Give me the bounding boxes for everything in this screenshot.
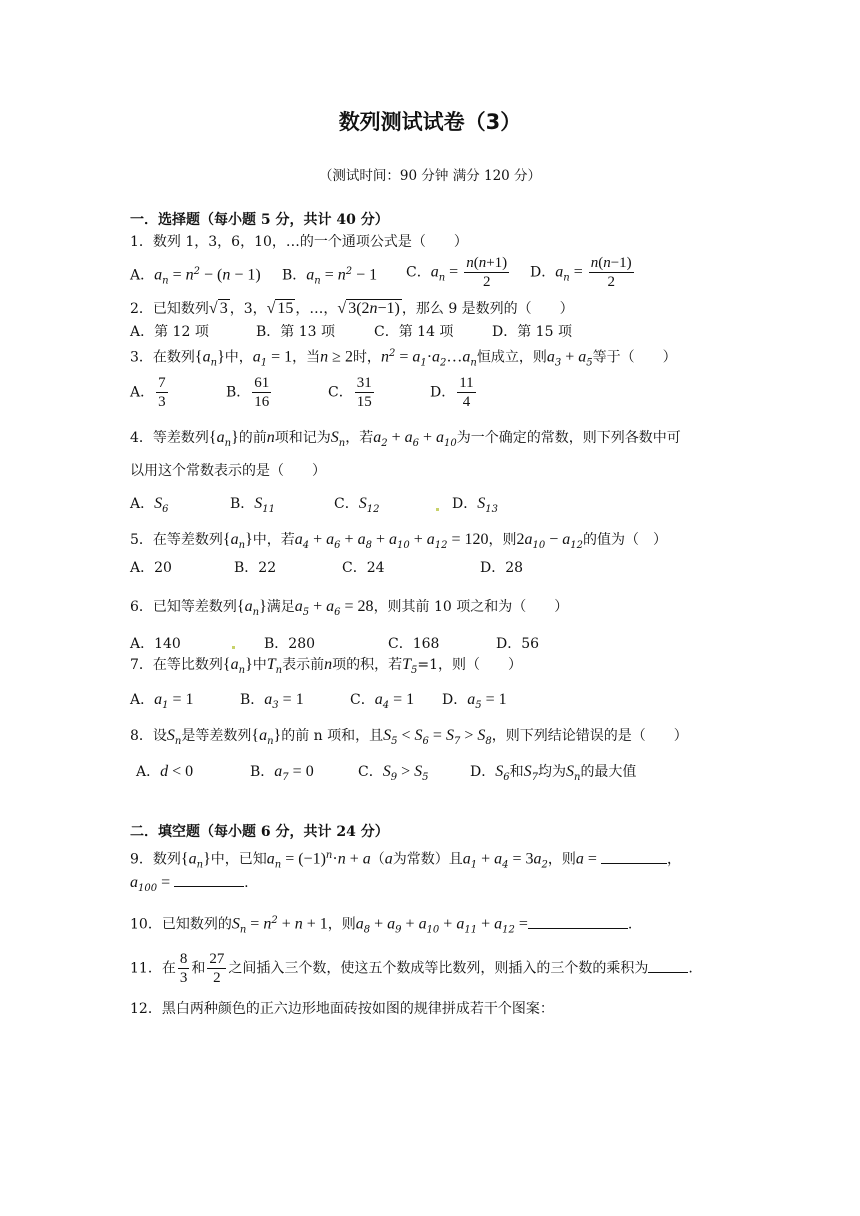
subscript: 6	[162, 503, 169, 515]
question-6-stem: 6．已知等差数列$\{a_n\}$满足$a_5 + a_6 = 28$，则其前 10 项之和为（ ）	[130, 598, 569, 618]
q5-text: 中，若	[252, 532, 295, 548]
q8-text: 8．设	[130, 728, 167, 744]
subscript: 12	[366, 503, 380, 515]
q9-text: ，	[666, 851, 681, 868]
q10-text: 10．已知数列的	[130, 916, 232, 933]
q3-text: 中，	[224, 349, 253, 366]
option-label: B．	[226, 384, 251, 401]
frac-num: 11	[459, 375, 474, 391]
question-7-stem: 7．在等比数列$\{a_n\}$中$T_n$表示前n项的积，若$T_5=1$，则（ ）	[130, 656, 523, 676]
option-label: D．	[530, 264, 556, 281]
option-label: D．	[470, 764, 496, 780]
q4-text: ，若	[345, 430, 374, 446]
answer-blank[interactable]	[648, 958, 688, 973]
q2-text: ，那么 9 是数列的（ ）	[401, 301, 574, 317]
option-d: D．28	[480, 560, 524, 576]
q7-text: 中	[252, 657, 267, 673]
option-label: B．	[240, 692, 265, 708]
frac-den: 4	[462, 394, 471, 410]
q4-text: 4．等差数列	[130, 430, 209, 446]
option-label: A．	[130, 496, 155, 512]
question-10-stem: 10．已知数列的$S_n = n^2 + n + 1$，则$a_8 + a_9 + a_{10} + a_{11} + a_{12}$ = .	[130, 915, 633, 936]
option-c: C．第 14 项	[374, 324, 454, 340]
frac-num: 7	[158, 375, 166, 391]
q3-text: 时，	[352, 349, 381, 366]
frac-num: 61	[254, 375, 270, 391]
option-label: C．	[358, 764, 383, 780]
option-d: D．第 15 项	[492, 324, 572, 340]
q9-text: 为常数）且	[392, 851, 463, 868]
q5-text: 的值为（ ）	[583, 532, 667, 548]
stray-dot	[436, 508, 439, 511]
stray-dot	[232, 646, 235, 649]
option-label: B．	[282, 267, 307, 284]
q4-text: 项和记为	[274, 430, 331, 446]
frac-den: 15	[356, 394, 372, 410]
option-c: C．24	[342, 560, 385, 576]
q8-text: 的前 n 项和，且	[281, 728, 384, 744]
frac-den: 3	[158, 394, 166, 410]
question-4-stem-line1: 4．等差数列$\{a_n\}$的前n项和记为$S_n$，若$a_2 + a_6 + a_{10}$为一个确定的常数，则下列各数中可	[130, 429, 681, 449]
q8-text: ，则下列结论错误的是（ ）	[491, 728, 688, 744]
option-b: B．22	[234, 560, 277, 576]
option-label: C．	[328, 384, 353, 401]
option-a: A．140	[130, 636, 181, 652]
q5-text: ，则	[488, 532, 517, 548]
subscript: 3	[272, 699, 279, 711]
q7-text: 表示前	[282, 657, 325, 673]
section-heading-choice: 一．选择题（每小题 5 分，共计 40 分）	[130, 212, 389, 228]
option-c: C．168	[388, 636, 440, 652]
subscript: 4	[382, 699, 390, 711]
option-label: A．	[130, 384, 155, 401]
option-label: B．	[250, 764, 275, 780]
answer-blank[interactable]	[528, 914, 628, 929]
q8-text: 是等差数列	[181, 728, 252, 744]
subscript: 13	[485, 503, 498, 515]
option-b: B．280	[264, 636, 316, 652]
question-8-stem: 8．设$S_n$是等差数列$\{a_n\}$的前 n 项和，且$S_5 < S_6 = S_7 > S_8$，则下列结论错误的是（ ）	[130, 727, 688, 747]
option-label: D．	[430, 384, 456, 401]
q6-text: 满足	[266, 599, 295, 615]
question-9-stem: 9．数列$\{a_n\}$中，已知$a_n = (-1)^n\cdot n + a(a$为常数）且$a_1 + a_4 = 3a_2$，则a = ，	[130, 850, 681, 871]
q4-text: 为一个确定的常数，则下列各数中可	[456, 430, 681, 446]
q11-text: 11．在	[130, 960, 176, 977]
q4-text: 的前	[238, 430, 267, 446]
question-3-stem: 3．在数列$\{a_n\}$中，$a_1 = 1$，当n ≥ 2时，$n^2$ = $a_1\cdot a_2\dots a_n$恒成立，则$a_3 + a_5$等于（ ）	[130, 348, 677, 369]
q9-text: ，则	[547, 851, 576, 868]
subscript: 5	[475, 699, 482, 711]
q8-text: 均为	[537, 764, 566, 780]
question-5-stem: 5．在等差数列$\{a_n\}$中，若$a_4 + a_6 + a_8 + a_{10} + a_{12} = 120$，则$2a_{10} - a_{12}$的值为（ ）	[130, 531, 667, 551]
q8-text: 和	[509, 764, 524, 780]
q10-text: ，则	[327, 916, 356, 933]
option-label: A．	[130, 267, 155, 284]
q8-text: 的最大值	[580, 764, 637, 780]
q6-text: ，则其前 10 项之和为（ ）	[373, 599, 569, 615]
option-d: D．56	[496, 636, 540, 652]
subscript: 11	[262, 503, 276, 515]
question-1-stem: 1．数列 1，3，6，10，…的一个通项公式是（ ）	[130, 234, 468, 250]
q9-text: （	[370, 851, 385, 868]
page-subtitle: （测试时间：90 分钟 满分 120 分）	[318, 168, 542, 184]
question-12-stem: 12．黑白两种颜色的正六边形地面砖按如图的规律拼成若干个图案：	[130, 1001, 554, 1017]
frac-num: 31	[356, 375, 372, 391]
q9-text: 中，已知	[210, 851, 267, 868]
q7-text: =1，则（ ）	[417, 657, 523, 673]
page-title: 数列测试试卷（3）	[338, 110, 522, 134]
q2-text: 2．已知数列	[130, 301, 209, 317]
q6-text: 6．已知等差数列	[130, 599, 237, 615]
question-2-stem: 2．已知数列√ 3 ，3，√ 15 ，…，√ 3(2n−1) ，那么 9 是数列的（ ）	[130, 300, 574, 317]
option-label: A．	[136, 764, 161, 780]
answer-blank[interactable]	[174, 872, 244, 887]
q7-text: 项的积，若	[332, 657, 403, 673]
option-label: C．	[350, 692, 375, 708]
option-label: B．	[230, 496, 255, 512]
frac-den: 16	[254, 394, 270, 410]
q3-text: ，当	[292, 349, 321, 366]
option-label: A．	[130, 692, 155, 708]
q7-text: 7．在等比数列	[130, 657, 223, 673]
exam-page: 数列测试试卷（3） （测试时间：90 分钟 满分 120 分） 一．选择题（每小题 5 分，共计 40 分） 1．数列 1，3，6，10，…的一个通项公式是（ ） A．$a_n = n^2 - (n - 1)$ B．$a_n = n^2 - 1$ C．$a_n$ = $\frac{n(n+1)}{2}$ D．$a_n$ = $\frac{n(n-1)}{2}$ 2．已知数列√ 3 ，3，√ 15 ，…，√ 3(2n−1) ，那么 9 是数列的（ ） A．第 12 项 B．第 13 项 C．第 14 项 D．第 15 项 3．在数列$\{a_n\}$中，$a_1 = 1$，当n ≥ 2时，$n^2$ = $a_1\cdot a_2\dots a_n$恒成立，则$a_3 + a_5$等于（ ） A． $\frac{7}{3}$ B． $\frac{61}{16}$ C． $\frac{31}{15}$ D． $\frac{11}{4}$ 4．等差数列$\{a_n\}$的前n项和记为$S_n$，若$a_2 + a_6 + a_{10}$为一个确定的常数，则下列各数中可 以用这个常数表示的是（ ） A．$S_6$ B．$S_{11}$ C．$S_{12}$ D．$S_{13}$ 5．在等差数列$\{a_n\}$中，若$a_4 + a_6 + a_8 + a_{10} + a_{12} = 120$，则$2a_{10} - a_{12}$的值为（ ） A．20 B．22 C．24 D．28 6．已知等差数列$\{a_n\}$满足$a_5 + a_6 = 28$，则其前 10 项之和为（ ） A．140 B．280 C．168 D．56 7．在等比数列$\{a_n\}$中$T_n$表示前n项的积，若$T_5=1$，则（ ） A．$a_1 = 1$ B．$a_3 = 1$ C．$a_4 = 1$ D．$a_5 = 1$ 8．设$S_n$是等差数列$\{a_n\}$的前 n 项和，且$S_5 < S_6 = S_7 > S_8$，则下列结论错误的是（ ） A．d < 0 B．$a_7 = 0$ C．$S_9 > S_5$ D．$S_6$和$S_7$均为$S_n$的最大值 二．填空题（每小题 6 分，共计 24 分） 9．数列$\{a_n\}$中，已知$a_n = (-1)^n\cdot n + a(a$为常数）且$a_1 + a_4 = 3a_2$，则a = ， $a_{100}$ = . 10．已知数列的$S_n = n^2 + n + 1$，则$a_8 + a_9 + a_{10} + a_{11} + a_{12}$ = . 11．在 $\frac{8}{3}$ 和 $\frac{27}{2}$ 之间插入三个数，使这五个数成等比数列，则插入的三个数的乘积为 . 12．黑白两种颜色的正六边形地面砖按如图的规律拼成若干个图案：	[0, 0, 860, 1216]
question-3-options	[130, 372, 530, 416]
option-label: D．	[442, 692, 468, 708]
option-label: C．	[334, 496, 359, 512]
q11-text: 和	[191, 960, 206, 977]
option-a: A．20	[130, 560, 172, 576]
q11-text: 之间插入三个数，使这五个数成等比数列，则插入的三个数的乘积为	[228, 960, 649, 977]
q3-text: 3．在数列	[130, 349, 195, 366]
question-11-stem: 11．在 $\frac{8}{3}$ 和 $\frac{27}{2}$ 之间插入三个数，使这五个数成等比数列，则插入的三个数的乘积为 .	[130, 951, 693, 986]
section-heading-fill: 二．填空题（每小题 6 分，共计 24 分）	[130, 824, 389, 840]
option-label: C．	[406, 264, 431, 281]
q9-text: 9．数列	[130, 851, 181, 868]
q3-text: 恒成立，则	[476, 349, 547, 366]
option-b: B．第 13 项	[256, 324, 336, 340]
option-a: A．第 12 项	[130, 324, 209, 340]
subscript: 1	[162, 699, 169, 711]
q3-text: 等于（ ）	[592, 349, 677, 366]
option-label: D．	[452, 496, 478, 512]
q5-text: 5．在等差数列	[130, 532, 223, 548]
question-9-line2: $a_{100}$ = .	[130, 874, 249, 894]
question-4-stem-line2: 以用这个常数表示的是（ ）	[130, 463, 326, 479]
answer-blank[interactable]	[601, 849, 667, 864]
